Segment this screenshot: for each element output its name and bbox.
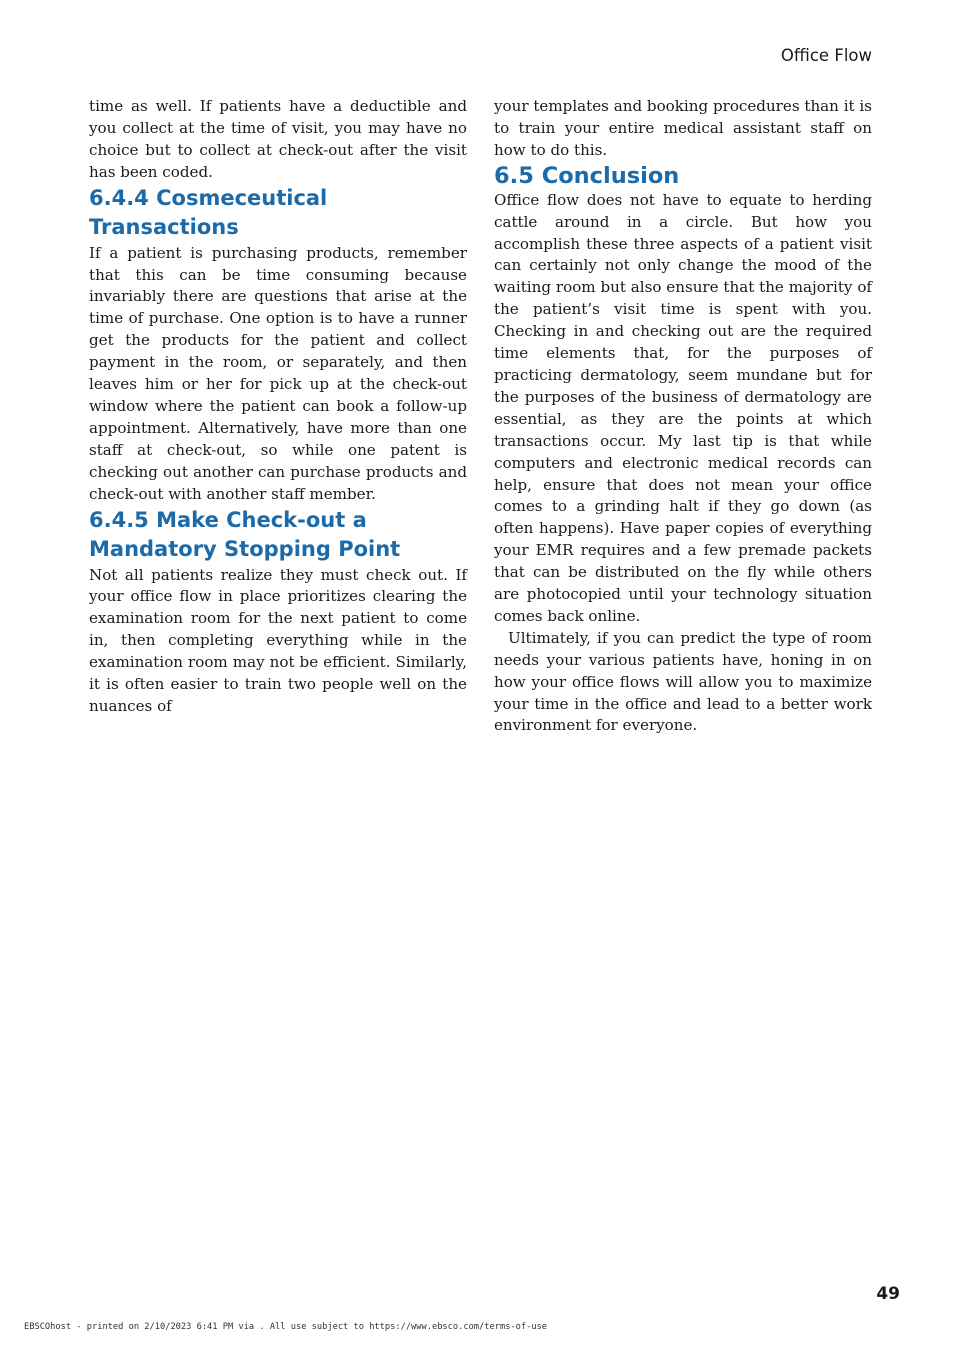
conclusion-paragraph-2: Ultimately, if you can predict the type of room needs your various patients have, honing in on how your office flows will allow you to maximize your time in the office and lead to a better work environment for everyone. (494, 628, 872, 735)
page-number: 49 (876, 1284, 900, 1304)
heading-mandatory-stopping-point: 6.4.5 Make Check-out a Mandatory Stopping Point (89, 507, 401, 561)
right-column (494, 96, 872, 737)
print-notice: EBSCOhost - printed on 2/10/2023 6:41 PM via . All use subject to https://www.ebsco.com/terms-of-use (24, 1322, 548, 1332)
conclusion-paragraph-1: Office flow does not have to equate to herding cattle around in a circle. But how you accomplish these three aspects of a patient visit can certainly not only change the mood of the waiting room but also ensure that the majority of the patient’s visit time is spent with you. Checking in and checking out are the required time elements that, for the purposes of practicing dermatology, seem mundane but for the purposes of the business of dermatology are essential, as they are the points at which transactions occur. My last tip is that while computers and electronic medical records can help, ensure that does not mean your office comes to a grinding halt if they go down (as often happens). Have paper copies of everything your EMR requires and a few premade packets that can be distributed on the fly while others are photocopied until your technology situation comes back online. (494, 190, 872, 625)
continued-paragraph: your templates and booking procedures than it is to train your entire medical assistant staff on how to do this. (494, 97, 872, 159)
heading-conclusion: 6.5 Conclusion (494, 162, 680, 189)
mandatory-paragraph: Not all patients realize they must check out. If your office flow in place prioritizes clearing the examination room for the next patient to come in, then completing everything while in the examination room may not be efficient. Similarly, it is often easier to train two people well on the nuances of (89, 565, 467, 715)
intro-paragraph: time as well. If patients have a deductible and you collect at the time of visit, you may have no choice but to collect at check-out after the visit has been coded. (89, 97, 467, 181)
heading-cosmeceutical-transactions: 6.4.4 Cosmeceutical Transactions (89, 185, 328, 240)
running-header-title: Office Flow (780, 46, 872, 65)
cosmeceutical-paragraph: If a patient is purchasing products, remember that this can be time consuming because invariably there are questions that arise at the time of purchase. One option is to have a runner get the products for the patient and collect payment in the room, or separately, and then leaves him or her for pick up at the check-out window where the patient can book a follow-up appointment. Alternatively, have more than one staff at check-out, so while one patent is checking out another can purchase products and check-out with another staff member. (89, 243, 467, 503)
left-column (89, 96, 467, 718)
